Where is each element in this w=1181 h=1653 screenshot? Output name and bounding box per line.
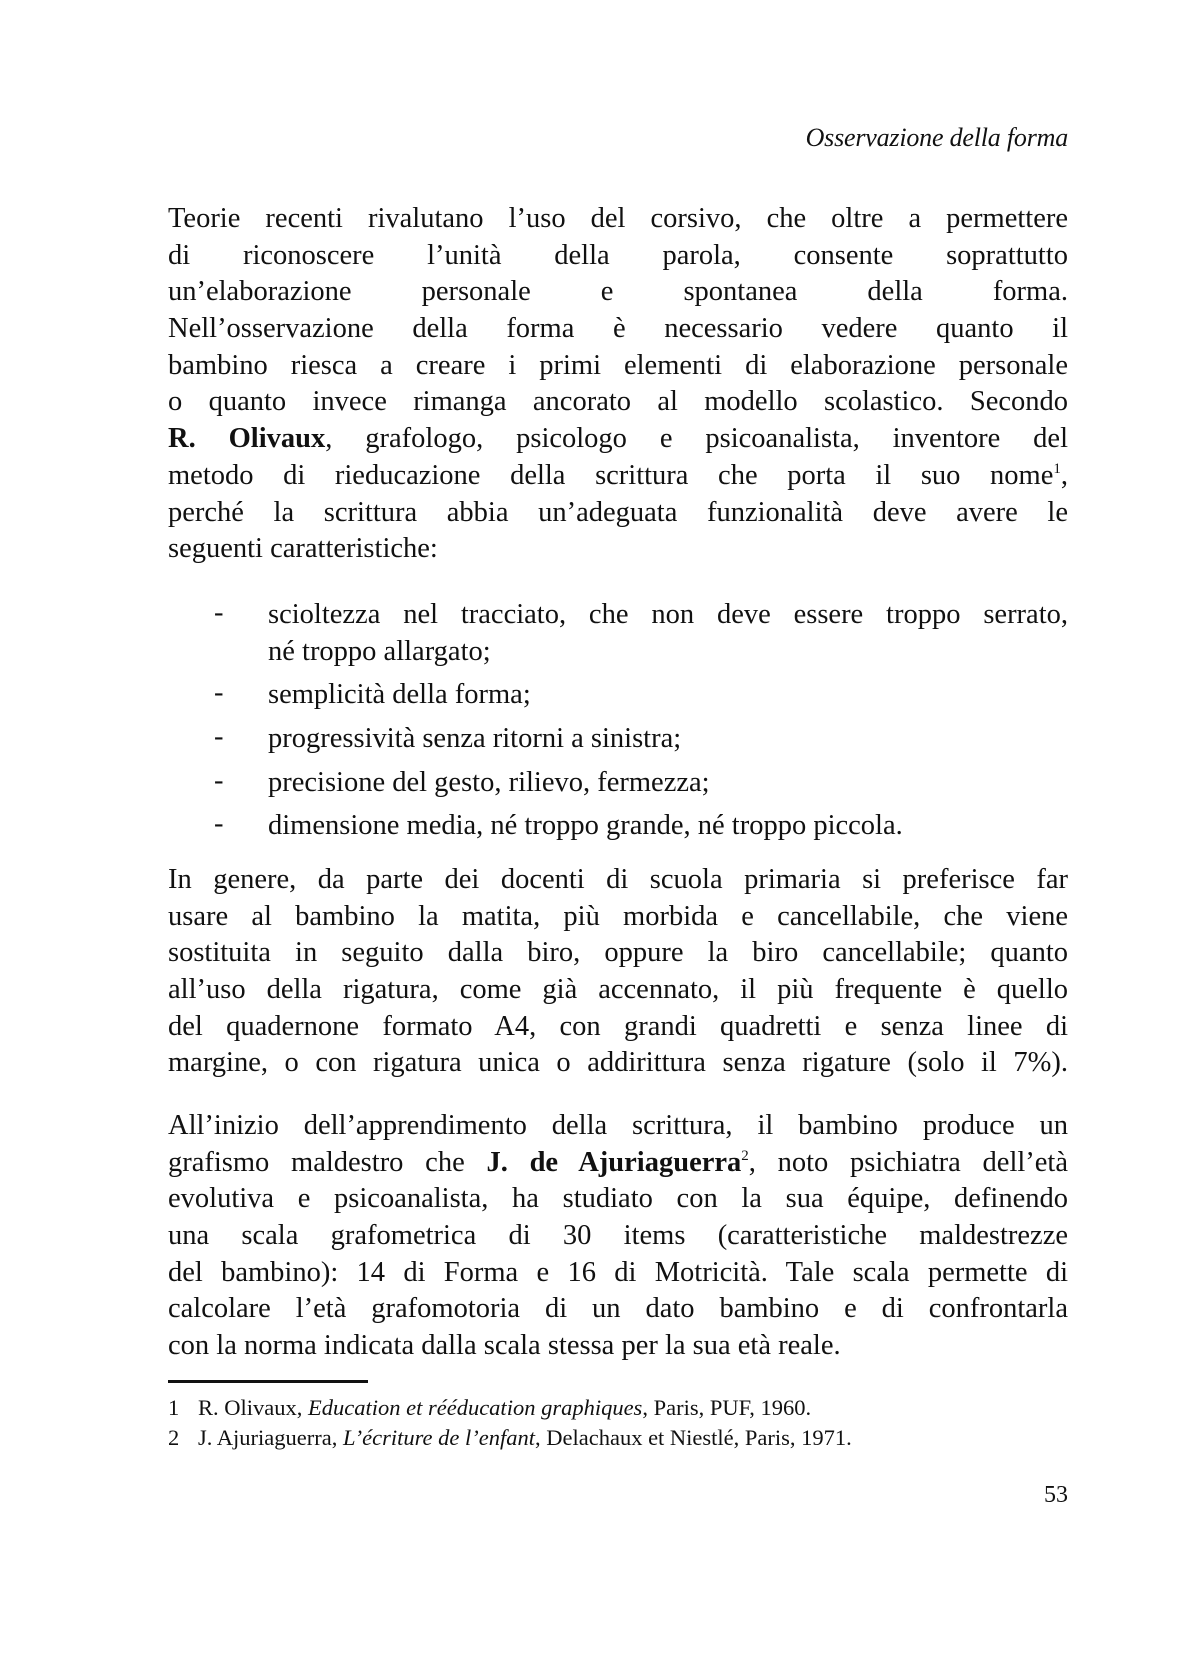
footnote-separator [168,1380,368,1383]
text-span: , [1060,459,1068,491]
author-name-ajuriaguerra: J. de Ajuriaguerra [486,1146,742,1178]
author-name-olivaux: R. Olivaux [168,423,326,455]
footnote-title: Education et rééducation graphiques [308,1395,643,1420]
footnote-1 [168,1393,852,1423]
text-span: , grafologo, psicologo e psicoanalista, inventore del [325,423,1068,455]
paragraph-3 [168,1108,1068,1365]
text-line: Nell’osservazione della forma è necessario vedere quanto il [168,313,1068,345]
paragraph-2 [168,862,1068,1082]
list-bullet: - [214,721,224,753]
text-line [168,458,1068,495]
footnote-title: L’écriture de l’enfant [342,1425,535,1450]
list-bullet: - [214,764,224,796]
running-head: Osservazione della forma [805,123,1068,152]
list-item [168,765,1068,802]
text-line: Teorie recenti rivalutano l’uso del corsivo, che oltre a permettere [168,203,1068,234]
footnote-number: 2 [168,1425,180,1450]
footnotes [168,1393,852,1453]
list-item [168,808,1068,845]
characteristics-list [168,597,1068,845]
footnote-publication: , Delachaux et Niestlé, Paris, 1971. [535,1425,852,1450]
text-span: grafismo maldestro che [168,1146,487,1178]
text-line: evolutiva e psicoanalista, ha studiato con la sua équipe, definendo [168,1183,1068,1215]
text-line [168,1145,1068,1182]
text-line: usare al bambino la matita, più morbida e cancellabile, che viene [168,900,1068,932]
text-line: dimensione media, né troppo grande, né troppo piccola. [268,810,903,842]
footnote-author: R. Olivaux, [198,1395,308,1420]
paragraph-1 [168,201,1068,568]
text-span: , noto psichiatra dell’età [748,1146,1068,1178]
text-line: semplicità della forma; [268,679,531,711]
text-line: All’inizio dell’apprendimento della scrittura, il bambino produce un [168,1110,1068,1141]
text-line: perché la scrittura abbia un’adeguata funzionalità deve avere le [168,496,1068,528]
text-line: scioltezza nel tracciato, che non deve essere troppo serrato, [268,599,1068,630]
footnote-publication: , Paris, PUF, 1960. [642,1395,812,1420]
text-line: bambino riesca a creare i primi elementi di elaborazione personale [168,349,1068,381]
text-line: all’uso della rigatura, come già accennato, il più frequente è quello [168,974,1068,1006]
text-line: sostituita in seguito dalla biro, oppure la biro cancellabile; quanto [168,937,1068,969]
footnote-2 [168,1423,852,1453]
text-line: con la norma indicata dalla scala stessa per la sua età reale. [168,1330,841,1362]
text-line: progressività senza ritorni a sinistra; [268,723,682,755]
list-item [168,677,1068,714]
text-line: seguenti caratteristiche: [168,533,438,565]
list-bullet: - [214,808,224,840]
text-line: del bambino): 14 di Forma e 16 di Motricità. Tale scala permette di [168,1256,1068,1288]
text-line: di riconoscere l’unità della parola, consente soprattutto [168,239,1068,271]
page-number: 53 [1044,1482,1068,1508]
text-line: né troppo allargato; [268,635,491,667]
list-bullet: - [214,597,224,628]
footnote-number: 1 [168,1395,180,1420]
list-bullet: - [214,677,224,709]
text-line: o quanto invece rimanga ancorato al modello scolastico. Secondo [168,386,1068,418]
text-line: del quadernone formato A4, con grandi quadretti e senza linee di [168,1010,1068,1042]
text-line: un’elaborazione personale e spontanea della forma. [168,276,1068,308]
text-span: metodo di rieducazione della scrittura che porta il suo nome [168,459,1054,491]
footnote-ref-2[interactable]: 2 [741,1147,749,1164]
text-line: calcolare l’età grafomotoria di un dato bambino e di confrontarla [168,1293,1068,1325]
footnote-ref-1[interactable]: 1 [1053,460,1061,477]
text-line: una scala grafometrica di 30 items (caratteristiche maldestrezze [168,1220,1068,1252]
footnote-author: J. Ajuriaguerra, [198,1425,343,1450]
text-line [168,421,1068,458]
text-line: In genere, da parte dei docenti di scuola primaria si preferisce far [168,864,1068,895]
text-line: precisione del gesto, rilievo, fermezza; [268,766,710,798]
list-item [168,721,1068,758]
list-item [168,597,1068,670]
text-line: margine, o con rigatura unica o addirittura senza rigature (solo il 7%). [168,1047,1068,1079]
